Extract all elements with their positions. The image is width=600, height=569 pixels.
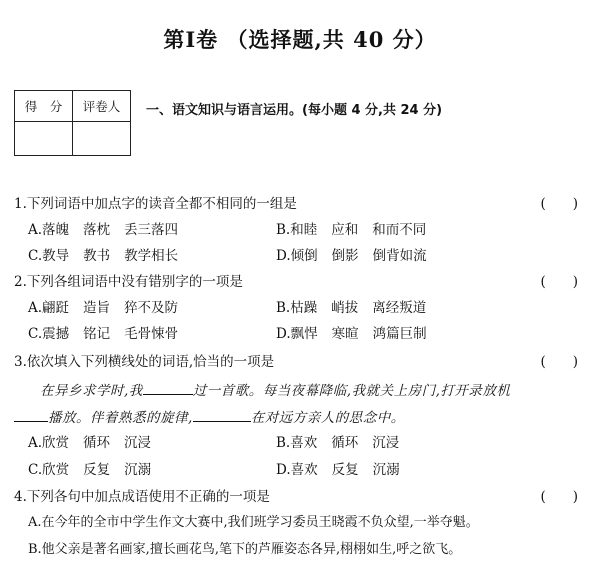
score-table (14, 90, 131, 156)
section-heading: 一、语文知识与语言运用。(每小题 4 分,共 24 分) (146, 103, 443, 118)
question-1-answer-blank[interactable]: ( ) (540, 196, 578, 212)
question-3-option-c[interactable]: C.欣赏 反复 沉溺 (28, 462, 152, 478)
question-1-option-d[interactable]: D.倾倒 倒影 倒背如流 (276, 248, 427, 264)
question-4-stem: 4.下列各句中加点成语使用不正确的一项是 (14, 489, 270, 505)
score-header: 得 分 (15, 91, 73, 122)
question-2-option-d[interactable]: D.飘悍 寒暄 鸿篇巨制 (276, 326, 427, 342)
question-2-option-c[interactable]: C.震撼 铭记 毛骨悚骨 (28, 326, 179, 342)
question-2-stem: 2.下列各组词语中没有错别字的一项是 (14, 274, 243, 290)
question-4-option-a[interactable]: A.在今年的全市中学生作文大赛中,我们班学习委员王晓霞不负众望,一举夺魁。 (28, 515, 479, 530)
grader-cell[interactable] (73, 122, 131, 156)
question-2-option-b[interactable]: B.枯躁 峭拔 离经叛道 (276, 300, 427, 316)
question-3-passage-line-2: 播放。伴着熟悉的旋律, 在对远方亲人的思念中。 (14, 406, 405, 426)
question-3-option-a[interactable]: A.欣赏 循环 沉浸 (28, 435, 152, 451)
question-2-answer-blank[interactable]: ( ) (540, 274, 578, 290)
exam-title: 第Ⅰ卷 （选择题,共 40 分） (163, 27, 437, 52)
question-1-stem: 1.下列词语中加点字的读音全都不相同的一组是 (14, 196, 297, 212)
question-3-answer-blank[interactable]: ( ) (540, 354, 578, 370)
question-2-option-a[interactable]: A.翩跹 造旨 猝不及防 (28, 300, 179, 316)
fill-blank-3[interactable] (193, 409, 251, 422)
fill-blank-2[interactable] (14, 409, 48, 422)
score-cell[interactable] (15, 122, 73, 156)
fill-blank-1[interactable] (143, 382, 193, 395)
grader-header: 评卷人 (73, 91, 131, 122)
question-1-option-c[interactable]: C.教导 教书 教学相长 (28, 248, 179, 264)
question-3-passage-line-1: 在异乡求学时,我 过一首歌。每当夜幕降临,我就关上房门,打开录放机 (40, 383, 511, 399)
question-4-answer-blank[interactable]: ( ) (540, 489, 578, 505)
question-3-stem: 3.依次填入下列横线处的词语,恰当的一项是 (14, 354, 275, 370)
question-3-option-b[interactable]: B.喜欢 循环 沉浸 (276, 435, 400, 451)
question-1-option-b[interactable]: B.和睦 应和 和而不同 (276, 222, 427, 238)
question-3-option-d[interactable]: D.喜欢 反复 沉溺 (276, 462, 400, 478)
question-4-option-b[interactable]: B.他父亲是著名画家,擅长画花鸟,笔下的芦雁姿态各异,栩栩如生,呼之欲飞。 (28, 542, 462, 557)
question-1-option-a[interactable]: A.落魄 落枕 丢三落四 (28, 222, 179, 238)
